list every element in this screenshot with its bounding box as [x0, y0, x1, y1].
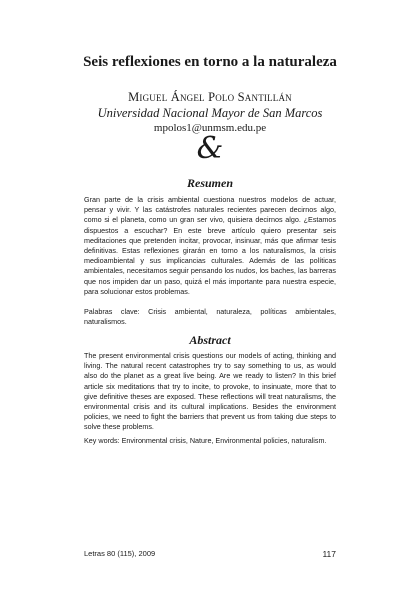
resumen-keywords — [84, 307, 336, 327]
abstract-text: The present environmental crisis questions our models of acting, thinking and living. The natural recent catastrophes try to say something to us, as would also do the planet as a great live being. Are we ready to listen? In this brief article six meditations that try to incite, to provoke, to insinuate, more that to give definitive theses are exposed. These reflections will treat naturalisms, the environmental crisis and its cultural implications. Besides the environment policies, we need to fight the barriers that prevent us from taking due steps to solve these problems. — [84, 351, 336, 432]
abstract-keywords-label: Key words: — [84, 436, 120, 445]
abstract-keywords-text: Environmental crisis, Nature, Environmental policies, naturalism. — [121, 436, 327, 445]
author-affiliation: Universidad Nacional Mayor de San Marcos — [97, 106, 323, 120]
journal-citation: Letras 80 (115), 2009 — [84, 549, 156, 558]
resumen-keywords-text: Crisis ambiental, naturaleza, políticas ambientales, naturalismos. — [84, 307, 337, 327]
resumen-text: Gran parte de la crisis ambiental cuestiona nuestros modelos de actuar, pensar y vivir. Y las catástrofes naturales recientes parecen decirnos algo, como si el planeta, como un gran ser vivo, quisiera decirnos algo. ¿Estamos dispuestos a escuchar? En este breve artículo quiero presentar seis meditaciones que pretenden incitar, provocar, insinuar, más que afirmar tesis definitivas. Estas reflexiones girarán en torno a los naturalismos, la crisis medioambiental y sus implicancias culturales. Además de las políticas ambientales, necesitamos seguir pensando los nudos, los baches, las barreras que nos impiden dar un paso, quizá el más importante para nuestra especie, para solucionar estos problemas. — [84, 195, 336, 296]
resumen-body — [84, 195, 336, 297]
author-email: mpolos1@unmsm.edu.pe — [153, 122, 267, 134]
abstract-keywords — [84, 436, 336, 446]
resumen-keywords-label: Palabras clave: — [84, 307, 140, 316]
abstract-heading: Abstract — [189, 333, 231, 347]
abstract-body — [84, 351, 336, 433]
author-name: Miguel Ángel Polo Santillán — [128, 90, 292, 104]
article-title: Seis reflexiones en torno a la naturaleza — [83, 54, 337, 70]
ampersand-ornament: & — [196, 131, 224, 166]
resumen-heading: Resumen — [186, 176, 233, 190]
page-number: 117 — [322, 549, 336, 559]
